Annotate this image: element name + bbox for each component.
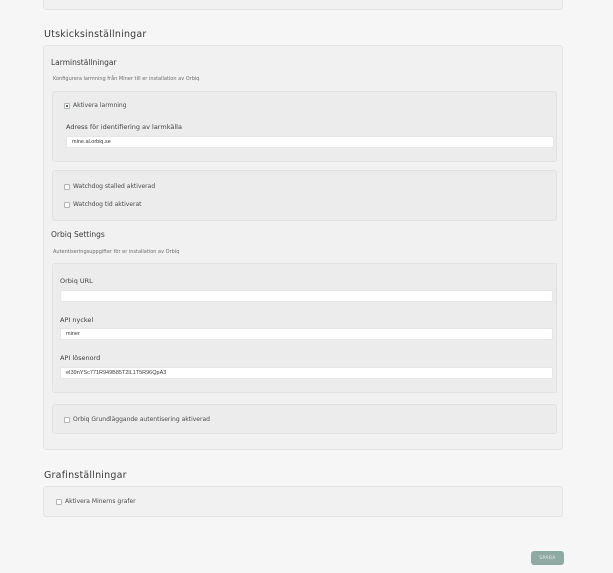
api-password-label: API lösenord [60, 354, 101, 362]
api-password-input[interactable]: eI39nYSc771R949B85T2lL1T5R96QpA3 [60, 367, 553, 379]
enable-alarm-checkbox[interactable] [64, 102, 127, 109]
watchdog-panel [52, 170, 557, 221]
orbiq-basic-auth-label: Orbiq Grundläggande autentisering aktiverad [73, 416, 210, 423]
dispatch-settings-title: Utskicksinställningar [44, 29, 147, 40]
enable-alarm-label: Aktivera larmning [73, 102, 127, 109]
orbiq-url-label: Orbiq URL [60, 277, 93, 285]
checkbox-icon [64, 202, 70, 208]
save-button[interactable]: SPARA [531, 551, 564, 565]
watchdog-stalled-label: Watchdog stalled aktiverad [73, 183, 156, 190]
alarm-config-panel [52, 91, 557, 162]
orbiq-basic-auth-panel [52, 404, 557, 434]
previous-settings-card [43, 0, 563, 10]
orbiq-settings-hint: Autentiseringsuppgifter för er installation av Orbiq [53, 249, 180, 255]
api-key-label: API nyckel [60, 316, 94, 324]
orbiq-credentials-panel [52, 263, 557, 393]
dispatch-settings-card [43, 45, 563, 450]
watchdog-stalled-checkbox[interactable] [64, 183, 155, 190]
orbiq-url-input[interactable] [60, 290, 553, 302]
alarm-address-label: Adress för identifiering av larmkälla [66, 123, 182, 131]
checkbox-checked-icon [64, 103, 70, 109]
graph-settings-title: Grafinställningar [44, 470, 127, 481]
orbiq-settings-title: Orbiq Settings [51, 230, 105, 239]
checkbox-icon [64, 417, 70, 423]
alarm-settings-hint: Konfigurera larmning från Miner till er installation av Orbiq [53, 76, 200, 82]
checkbox-icon [64, 184, 70, 190]
enable-graphs-label: Aktivera Minerns grafer [65, 498, 136, 505]
checkbox-icon [56, 499, 62, 505]
graph-settings-card [43, 486, 563, 517]
api-key-input[interactable]: miner [60, 328, 553, 340]
enable-graphs-checkbox[interactable] [56, 498, 136, 505]
orbiq-basic-auth-checkbox[interactable] [64, 416, 210, 423]
watchdog-time-label: Watchdog tid aktiverat [73, 201, 142, 208]
alarm-settings-title: Larminställningar [51, 58, 117, 67]
watchdog-time-checkbox[interactable] [64, 201, 142, 208]
alarm-address-input[interactable]: mine.al.orbiq.se [66, 136, 554, 148]
